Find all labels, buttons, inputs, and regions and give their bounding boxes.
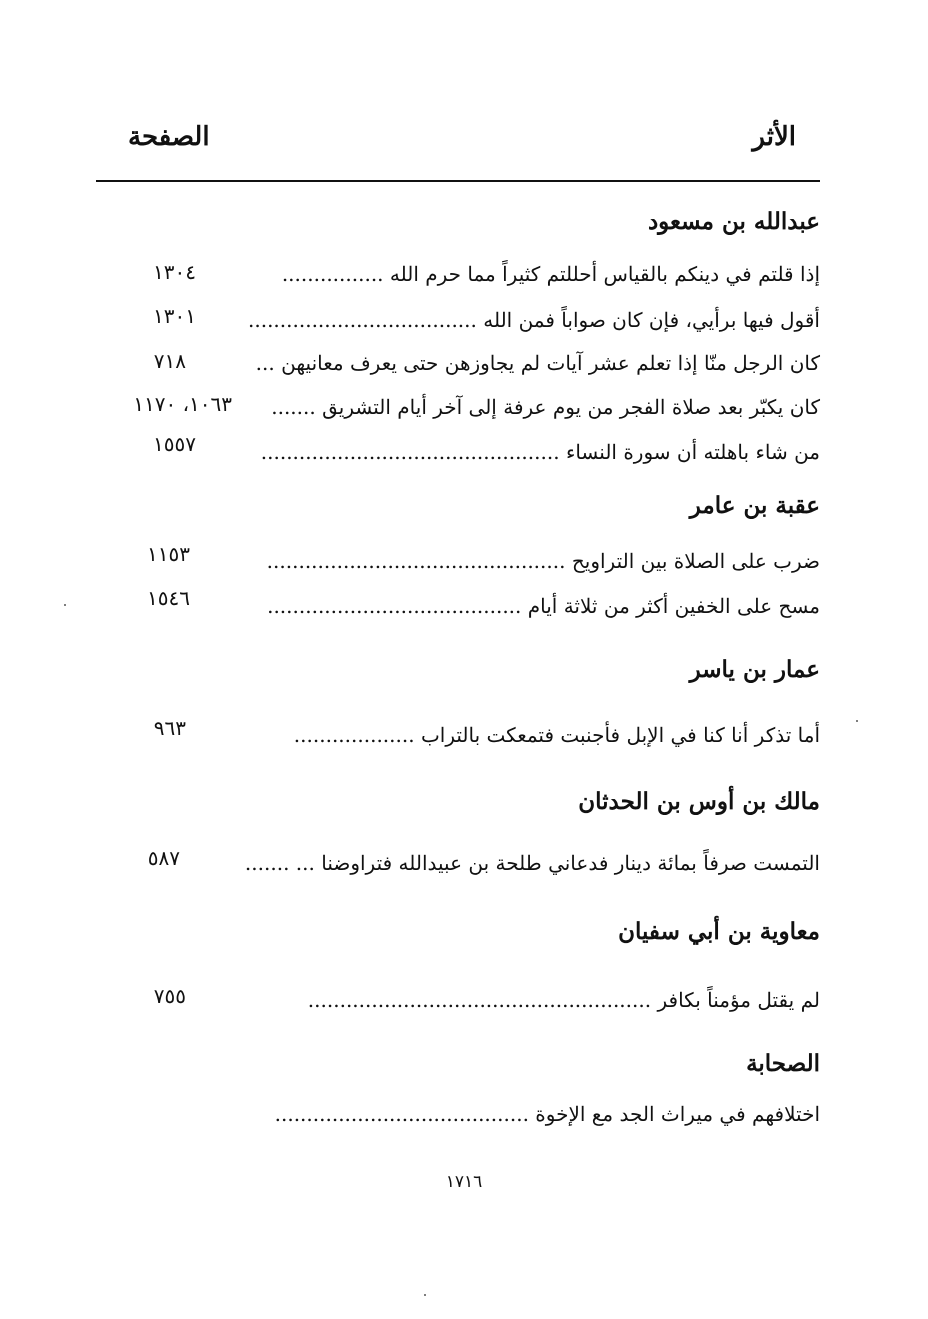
column-header-page: الصفحة bbox=[128, 122, 210, 152]
leader-dots: ................ bbox=[281, 262, 384, 286]
index-entry bbox=[255, 440, 820, 474]
entry-page: ٧٥٥ bbox=[153, 984, 186, 1008]
index-entry bbox=[255, 262, 820, 296]
entry-page: ٥٨٧ bbox=[147, 846, 180, 870]
page-number: ١٧١٦ bbox=[445, 1172, 483, 1192]
entry-text: كان يكبّر بعد صلاة الفجر من يوم عرفة إلى آخر أيام التشريق bbox=[322, 395, 820, 419]
section-heading: عمار بن ياسر bbox=[689, 656, 820, 683]
index-entry bbox=[255, 395, 820, 429]
entry-page: ١١٥٣ bbox=[147, 542, 190, 566]
section-heading: الصحابة bbox=[746, 1050, 820, 1077]
leader-dots: ................... bbox=[293, 723, 415, 747]
leader-dots: ....... bbox=[271, 395, 316, 419]
entry-page: ١٥٤٦ bbox=[147, 586, 190, 610]
index-entry bbox=[255, 988, 820, 1022]
entry-text: اختلافهم في ميراث الجد مع الإخوة bbox=[535, 1102, 820, 1126]
index-entry bbox=[255, 723, 820, 757]
header-rule bbox=[96, 180, 820, 182]
section-heading: مالك بن أوس بن الحدثان bbox=[578, 788, 820, 815]
entry-page: ٧١٨ bbox=[153, 349, 186, 373]
entry-page: ١٥٥٧ bbox=[153, 432, 196, 456]
leader-dots: ............................................... bbox=[260, 440, 560, 464]
entry-page: ٩٦٣ bbox=[153, 716, 186, 740]
entry-text: من شاء باهلته أن سورة النساء bbox=[565, 440, 820, 464]
leader-dots: ........................................ bbox=[267, 594, 522, 618]
entry-text: أما تذكر أنا كنا في الإبل فأجنبت فتمعكت بالتراب bbox=[420, 723, 820, 747]
index-entry bbox=[255, 351, 820, 385]
leader-dots: ... bbox=[255, 351, 275, 375]
leader-dots: .................................... bbox=[248, 308, 477, 332]
entry-text: إذا قلتم في دينكم بالقياس أحللتم كثيراً مما حرم الله bbox=[389, 262, 820, 286]
entry-text: التمست صرفاً بمائة دينار فدعاني طلحة بن عبيدالله فتراوضنا bbox=[321, 851, 820, 875]
scan-speck bbox=[424, 1294, 426, 1296]
section-heading: معاوية بن أبي سفيان bbox=[618, 918, 820, 945]
scan-speck bbox=[856, 720, 858, 722]
leader-dots: ... ....... bbox=[244, 851, 315, 875]
leader-dots: ........................................ bbox=[274, 1102, 529, 1126]
section-heading: عقبة بن عامر bbox=[689, 492, 820, 519]
section-heading: عبدالله بن مسعود bbox=[647, 208, 820, 235]
index-entry bbox=[248, 308, 820, 342]
entry-page: ١٣٠١ bbox=[153, 304, 196, 328]
entry-text: مسح على الخفين أكثر من ثلاثة أيام bbox=[527, 594, 820, 618]
index-entry bbox=[255, 549, 820, 583]
index-entry bbox=[255, 594, 820, 628]
entry-text: أقول فيها برأيي، فإن كان صواباً فمن الله bbox=[483, 308, 820, 332]
index-entry bbox=[255, 1102, 820, 1136]
entry-text: كان الرجل منّا إذا تعلم عشر آيات لم يجاوزهن حتى يعرف معانيهن bbox=[281, 351, 820, 375]
index-entry bbox=[244, 851, 820, 885]
column-header-athar: الأثر bbox=[752, 122, 796, 152]
scan-speck bbox=[64, 604, 66, 606]
entry-text: ضرب على الصلاة بين التراويح bbox=[571, 549, 820, 573]
entry-text: لم يقتل مؤمناً بكافر bbox=[657, 988, 820, 1012]
entry-page: ١٣٠٤ bbox=[153, 260, 196, 284]
leader-dots: ............................................... bbox=[266, 549, 566, 573]
entry-page: ١٠٦٣، ١١٧٠ bbox=[133, 392, 232, 416]
leader-dots: ...................................................... bbox=[307, 988, 652, 1012]
